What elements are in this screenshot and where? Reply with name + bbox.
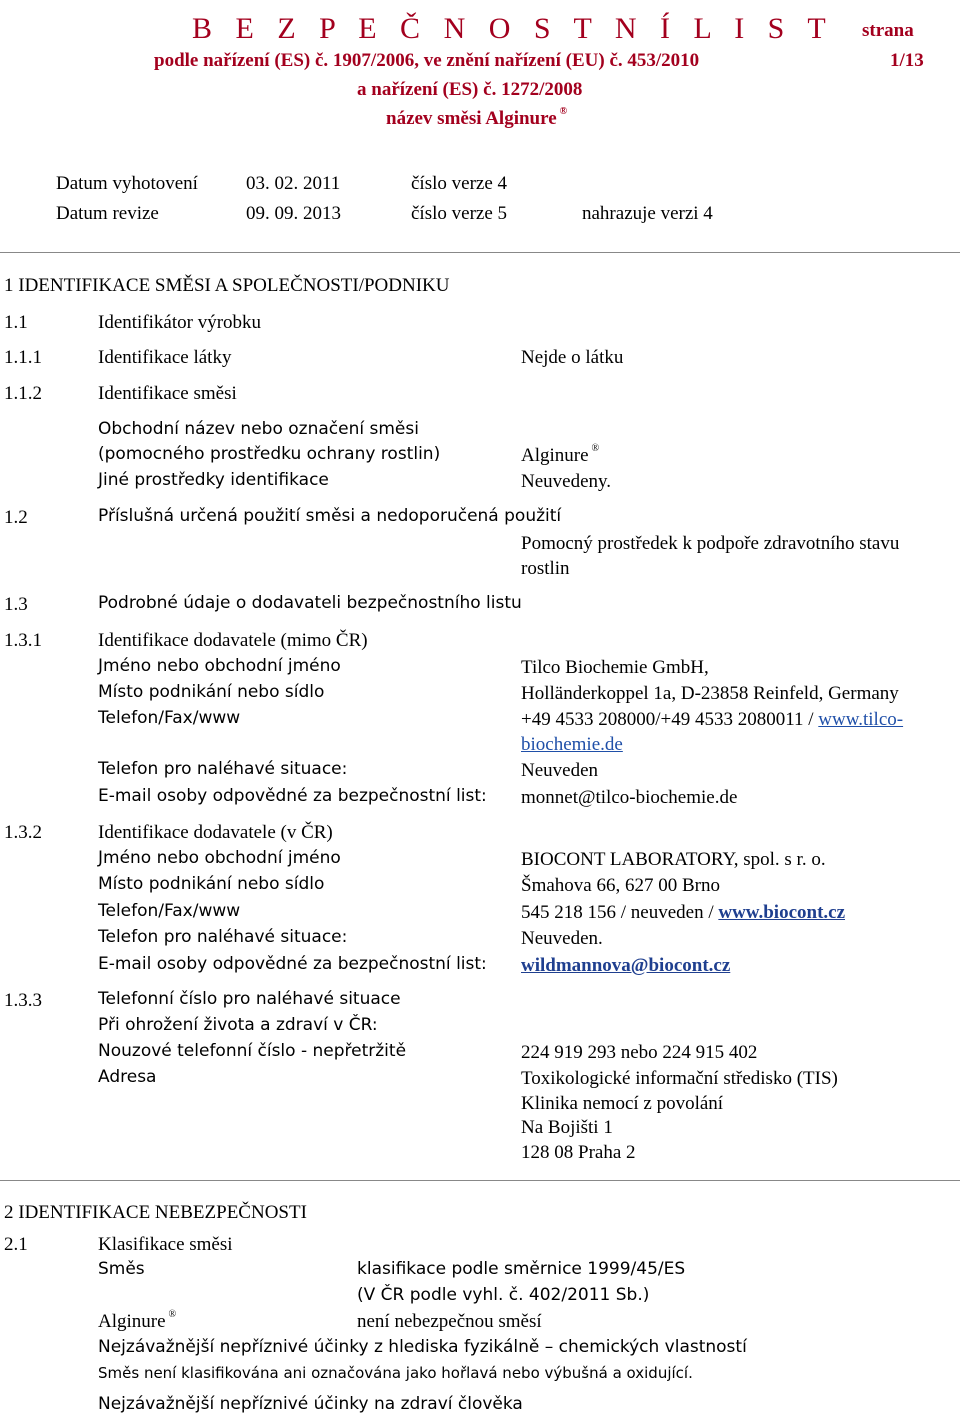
page-label: strana: [862, 20, 914, 41]
hotline-value: 224 919 293 nebo 224 915 402: [521, 1042, 758, 1063]
health-heading: Nejzávažnější nepříznivé účinky na zdraví člověka: [98, 1394, 523, 1414]
product-name: Alginure ®: [98, 1309, 177, 1332]
trade-name-label-2: (pomocného prostředku ochrany rostlin): [98, 444, 441, 464]
s1-1-2-number: 1.1.2: [4, 383, 42, 404]
s1-1-1-value: Nejde o látku: [521, 347, 624, 368]
s1-1-2-label: Identifikace směsi: [98, 383, 237, 404]
domestic-name-value: BIOCONT LABORATORY, spol. s r. o.: [521, 849, 826, 870]
revision-label: Datum revize: [56, 203, 159, 224]
domestic-emergency-value: Neuveden.: [521, 928, 603, 949]
created-date: 03. 02. 2011: [246, 173, 341, 194]
trade-name-value: Alginure ®: [521, 443, 600, 466]
s1-3-2-label: Identifikace dodavatele (v ČR): [98, 822, 333, 843]
s1-2-number: 1.2: [4, 507, 28, 528]
foreign-seat-value: Holländerkoppel 1a, D-23858 Reinfeld, Germany: [521, 683, 899, 704]
foreign-email-value: monnet@tilco-biochemie.de: [521, 787, 738, 808]
s1-3-3-number: 1.3.3: [4, 990, 42, 1011]
s1-3-1-number: 1.3.1: [4, 630, 42, 651]
other-id-value: Neuvedeny.: [521, 471, 612, 492]
physchem-text: Směs není klasifikována ani označována jako hořlavá nebo výbušná a oxidující.: [98, 1364, 693, 1382]
address-line: Toxikologické informační středisko (TIS): [521, 1068, 838, 1089]
s1-2-value-2: rostlin: [521, 558, 570, 579]
document-title: B E Z P E Č N O S T N Í L I S T: [192, 12, 834, 45]
foreign-emergency-label: Telefon pro naléhavé situace:: [98, 759, 348, 779]
domestic-email-link[interactable]: wildmannova@biocont.cz: [521, 955, 731, 976]
section-2-heading: 2 IDENTIFIKACE NEBEZPEČNOSTI: [4, 1202, 307, 1223]
created-label: Datum vyhotovení: [56, 173, 198, 194]
domestic-phone-label: Telefon/Fax/www: [98, 901, 241, 921]
s1-3-number: 1.3: [4, 594, 28, 615]
s1-1-1-label: Identifikace látky: [98, 347, 232, 368]
replaces-version: nahrazuje verzi 4: [582, 203, 713, 224]
threat-label: Při ohrožení života a zdraví v ČR:: [98, 1015, 378, 1035]
regulation-line-2: a nařízení (ES) č. 1272/2008: [357, 79, 583, 100]
s1-2-value-1: Pomocný prostředek k podpoře zdravotního stavu: [521, 533, 900, 554]
foreign-web-link[interactable]: www.tilco-: [818, 709, 904, 730]
address-line: Klinika nemocí z povolání: [521, 1093, 724, 1114]
s1-3-label: Podrobné údaje o dodavateli bezpečnostního listu: [98, 593, 522, 613]
s1-1-label: Identifikátor výrobku: [98, 312, 262, 333]
domestic-seat-value: Šmahova 66, 627 00 Brno: [521, 875, 720, 896]
address-label: Adresa: [98, 1067, 157, 1087]
classification-line-1: klasifikace podle směrnice 1999/45/ES: [357, 1259, 686, 1279]
divider-top: [0, 252, 960, 253]
created-version: číslo verze 4: [411, 173, 508, 194]
registered-mark: ®: [559, 106, 568, 117]
trade-name-label-1: Obchodní název nebo označení směsi: [98, 419, 419, 439]
classification-line-2: (V ČR podle vyhl. č. 402/2011 Sb.): [357, 1285, 650, 1305]
divider-section-2: [0, 1180, 960, 1181]
physchem-heading: Nejzávažnější nepříznivé účinky z hlediska fyzikálně – chemických vlastností: [98, 1337, 747, 1357]
foreign-seat-label: Místo podnikání nebo sídlo: [98, 682, 325, 702]
foreign-name-value: Tilco Biochemie GmbH,: [521, 657, 709, 678]
s1-1-1-number: 1.1.1: [4, 347, 42, 368]
domestic-emergency-label: Telefon pro naléhavé situace:: [98, 927, 348, 947]
registered-mark: ®: [591, 443, 600, 454]
domestic-name-label: Jméno nebo obchodní jméno: [98, 848, 341, 868]
mix-label: Směs: [98, 1259, 145, 1279]
s2-1-number: 2.1: [4, 1234, 28, 1255]
domestic-seat-label: Místo podnikání nebo sídlo: [98, 874, 325, 894]
domestic-phone-value: 545 218 156 / neuveden / www.biocont.cz: [521, 902, 846, 923]
other-id-label: Jiné prostředky identifikace: [98, 470, 329, 490]
domestic-email-label: E-mail osoby odpovědné za bezpečnostní list:: [98, 954, 487, 974]
foreign-emergency-value: Neuveden: [521, 760, 599, 781]
address-line: Na Bojišti 1: [521, 1117, 613, 1138]
registered-mark: ®: [168, 1309, 177, 1320]
s1-1-number: 1.1: [4, 312, 28, 333]
s1-3-1-label: Identifikace dodavatele (mimo ČR): [98, 630, 368, 651]
foreign-phone-value: +49 4533 208000/+49 4533 2080011 / www.tilco-: [521, 709, 904, 730]
revision-date: 09. 09. 2013: [246, 203, 341, 224]
page-number: 1/13: [890, 50, 924, 71]
domestic-web-link[interactable]: www.biocont.cz: [718, 902, 846, 923]
s1-3-2-number: 1.3.2: [4, 822, 42, 843]
foreign-phone-label: Telefon/Fax/www: [98, 708, 241, 728]
section-1-heading: 1 IDENTIFIKACE SMĚSI A SPOLEČNOSTI/PODNIKU: [4, 275, 450, 296]
foreign-name-label: Jméno nebo obchodní jméno: [98, 656, 341, 676]
hotline-label: Nouzové telefonní číslo - nepřetržitě: [98, 1041, 407, 1061]
revision-version: číslo verze 5: [411, 203, 508, 224]
s2-1-label: Klasifikace směsi: [98, 1234, 233, 1255]
address-line: 128 08 Praha 2: [521, 1142, 636, 1163]
product-classification: není nebezpečnou směsí: [357, 1311, 542, 1332]
mixture-name-title: název směsi Alginure ®: [386, 106, 568, 129]
s1-3-3-label: Telefonní číslo pro naléhavé situace: [98, 989, 401, 1009]
foreign-web-link-continued[interactable]: biochemie.de: [521, 734, 623, 755]
foreign-email-label: E-mail osoby odpovědné za bezpečnostní list:: [98, 786, 487, 806]
s1-2-label: Příslušná určená použití směsi a nedoporučená použití: [98, 506, 562, 526]
regulation-line-1: podle nařízení (ES) č. 1907/2006, ve znění nařízení (EU) č. 453/2010: [154, 50, 700, 71]
